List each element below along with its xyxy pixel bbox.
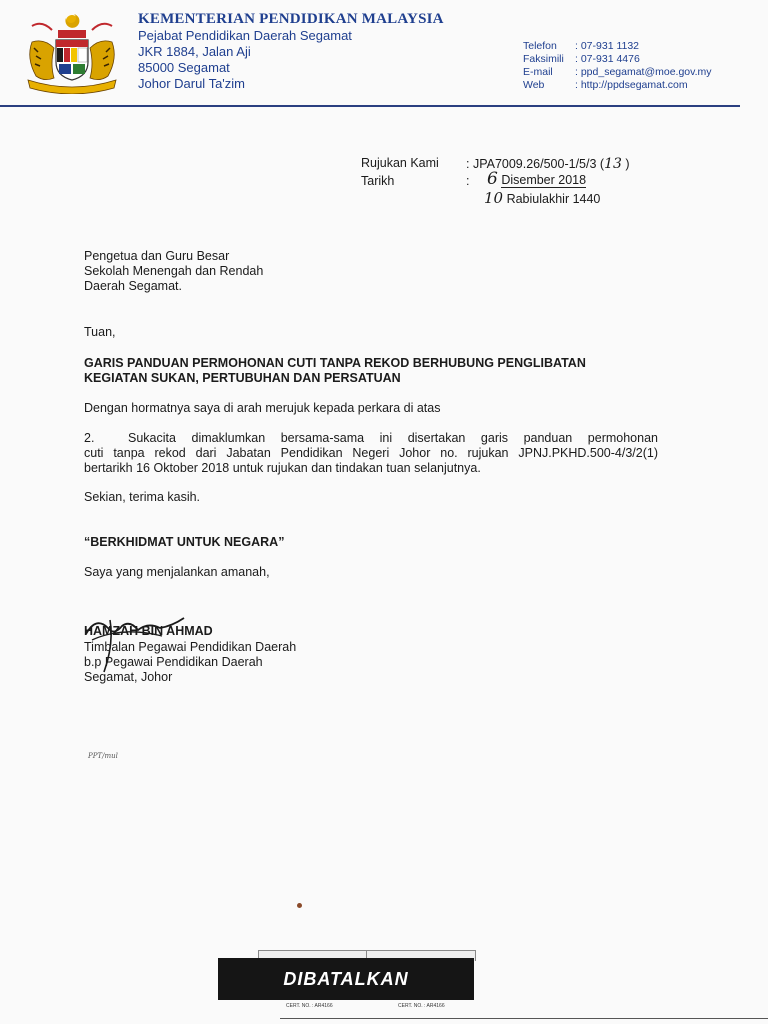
contact-label: E-mail xyxy=(523,66,553,78)
recipient-line: Sekolah Menengah dan Rendah xyxy=(84,264,264,278)
paragraph-2-number: 2. xyxy=(84,431,95,445)
ink-spot xyxy=(297,903,302,908)
ministry-name: KEMENTERIAN PENDIDIKAN MALAYSIA xyxy=(138,11,444,27)
hijri-date xyxy=(484,189,600,207)
signatory-location: Segamat, Johor xyxy=(84,670,173,684)
cancelled-stamp: DIBATALKAN xyxy=(218,958,474,1000)
signatory-position: Timbalan Pegawai Pendidikan Daerah xyxy=(84,640,297,654)
initials: PPT/mul xyxy=(88,752,118,760)
office-state: Johor Darul Ta'zim xyxy=(138,76,246,91)
contact-label: Telefon xyxy=(523,40,557,52)
paragraph-2-line: cuti tanpa rekod dari Jabatan Pendidikan Negeri Johor no. rujukan JPNJ.PKHD.500-4/3/2(1) xyxy=(84,446,658,460)
contact-value: : ppd_segamat@moe.gov.my xyxy=(575,66,712,78)
date-label: Tarikh xyxy=(361,174,395,188)
date-value xyxy=(487,169,586,189)
ref-close: ) xyxy=(621,157,630,171)
contact-value: : http://ppdsegamat.com xyxy=(575,79,688,91)
cert-number-left: CERT. NO. : AR4166 xyxy=(286,1003,333,1009)
ref-label: Rujukan Kami xyxy=(361,156,439,170)
motto: “BERKHIDMAT UNTUK NEGARA” xyxy=(84,535,285,549)
cert-number-right: CERT. NO. : AR4166 xyxy=(398,1003,445,1009)
hijri-handwritten-day: 10 xyxy=(484,189,504,207)
closing-text: Sekian, terima kasih. xyxy=(84,490,201,504)
paragraph-2-line: Sukacita dimaklumkan bersama-sama ini disertakan garis panduan permohonan xyxy=(128,431,658,445)
contact-web xyxy=(523,79,688,91)
office-name: Pejabat Pendidikan Daerah Segamat xyxy=(138,28,352,43)
recipient-line: Daerah Segamat. xyxy=(84,279,182,293)
contact-telefon xyxy=(523,40,639,52)
contact-faksimili xyxy=(523,53,640,65)
trust-line: Saya yang menjalankan amanah, xyxy=(84,565,270,579)
office-postcode: 85000 Segamat xyxy=(138,60,230,75)
salutation: Tuan, xyxy=(84,325,116,339)
contact-label: Web xyxy=(523,79,545,91)
signatory-position: b.p Pegawai Pendidikan Daerah xyxy=(84,655,263,669)
contact-email xyxy=(523,66,712,78)
office-address-line: JKR 1884, Jalan Aji xyxy=(138,44,251,59)
contact-value: : 07-931 1132 xyxy=(575,40,640,52)
signatory-name: HAMZAH BIN AHMAD xyxy=(84,624,213,638)
ref-handwritten-number: 13 xyxy=(604,156,622,172)
hijri-month-year: Rabiulakhir 1440 xyxy=(506,192,601,206)
contact-value: : 07-931 4476 xyxy=(575,53,640,65)
subject-line: GARIS PANDUAN PERMOHONAN CUTI TANPA REKOD BERHUBUNG PENGLIBATAN xyxy=(84,356,586,370)
date-handwritten-day: 6 xyxy=(487,169,498,189)
paragraph-2-line: bertarikh 16 Oktober 2018 untuk rujukan dan tindakan tuan selanjutnya. xyxy=(84,461,481,475)
date-month-year: Disember 2018 xyxy=(501,173,587,187)
letterhead-divider xyxy=(0,105,740,107)
ref-number: : JPA7009.26/500-1/5/3 ( xyxy=(466,157,605,171)
recipient-line: Pengetua dan Guru Besar xyxy=(84,249,230,263)
footer-line xyxy=(280,1018,768,1019)
date-colon: : xyxy=(466,174,470,188)
subject-line: KEGIATAN SUKAN, PERTUBUHAN DAN PERSATUAN xyxy=(84,371,401,385)
contact-label: Faksimili xyxy=(523,53,564,65)
coat-of-arms-logo xyxy=(22,12,122,94)
paragraph-1: Dengan hormatnya saya di arah merujuk kepada perkara di atas xyxy=(84,401,441,415)
